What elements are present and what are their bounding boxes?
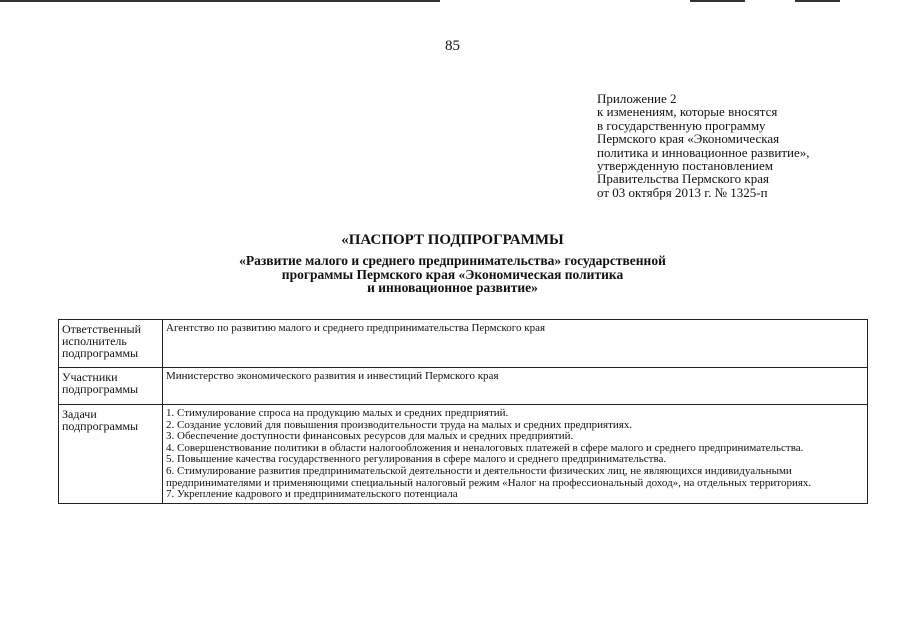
task-item: 2. Создание условий для повышения производительности труда на малых и средних предприятиях. [166, 418, 633, 431]
task-item: 7. Укрепление кадрового и предпринимательского потенциала [166, 488, 458, 501]
appendix-line: Правительства Пермского края [597, 171, 769, 187]
appendix-line: Пермского края «Экономическая [597, 131, 780, 147]
appendix-line: утвержденную постановлением [597, 158, 774, 174]
appendix-line: политика и инновационное развитие», [597, 144, 810, 160]
subtitle-line: и инновационное развитие» [367, 280, 538, 295]
subtitle-line: программы Пермского края «Экономическая политика [281, 266, 624, 282]
appendix-line: от 03 октября 2013 г. № 1325-п [597, 184, 768, 200]
appendix-line: в государственную программу [597, 117, 766, 133]
label-line: Ответственный [62, 322, 142, 336]
label-line: подпрограммы [62, 382, 139, 396]
label-line: подпрограммы [62, 346, 139, 360]
document-subtitle [0, 254, 905, 295]
label-line: подпрограммы [62, 419, 139, 433]
table-row [59, 405, 868, 504]
row-value: Агентство по развитию малого и среднего предпринимательства Пермского края [163, 320, 868, 368]
scan-edge-line-left [0, 0, 440, 2]
label-line: исполнитель [62, 334, 127, 348]
label-line: Задачи [62, 407, 97, 421]
page-number: 85 [445, 38, 460, 54]
task-item: 3. Обеспечение доступности финансовых ресурсов для малых и средних предприятий. [166, 430, 574, 443]
task-item: 4. Совершенствование политики в области налогообложения и неналоговых платежей в сфере малого и среднего предпринимательства. [166, 441, 804, 454]
row-label [59, 368, 163, 405]
scan-edge-line-mid [690, 0, 745, 2]
passport-table [58, 319, 868, 504]
appendix-line: к изменениям, которые вносятся [597, 104, 778, 120]
row-label [59, 320, 163, 368]
document-title: «ПАСПОРТ ПОДПРОГРАММЫ [341, 232, 564, 248]
appendix-line: Приложение 2 [597, 91, 677, 106]
subtitle-line: «Развитие малого и среднего предпринимательства» государственной [239, 253, 666, 268]
task-item: 5. Повышение качества государственного регулирования в сфере малого и среднего предпринимательства. [166, 453, 667, 466]
task-item: 6. Стимулирование развития предпринимательской деятельности и деятельности физических лиц, не являющихся индивидуальными предпринимателями и применяющими специальный налоговый режим «Налог на профессиональный доход», на отдельных территориях. [166, 464, 812, 489]
scan-edge-line-right [795, 0, 840, 2]
label-line: Участники [62, 370, 118, 384]
row-label [59, 405, 163, 504]
task-item: 1. Стимулирование спроса на продукцию малых и средних предприятий. [166, 407, 509, 419]
table-row [59, 368, 868, 405]
row-value: Министерство экономического развития и инвестиций Пермского края [163, 368, 868, 405]
table-row [59, 320, 868, 368]
appendix-header [597, 92, 897, 199]
row-value-tasks [163, 405, 868, 504]
